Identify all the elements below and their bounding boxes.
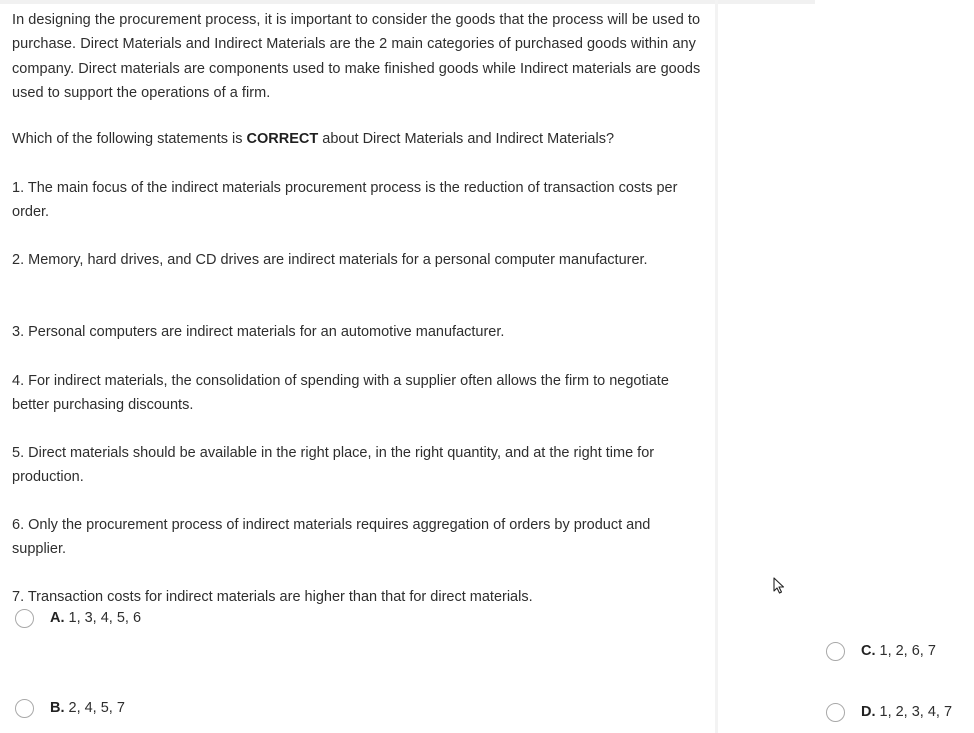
radio-button-icon[interactable] <box>826 642 845 661</box>
option-b-text: 2, 4, 5, 7 <box>68 700 125 716</box>
option-b[interactable] <box>15 696 125 720</box>
option-d-text: 1, 2, 3, 4, 7 <box>879 704 953 720</box>
option-d-label <box>861 704 952 720</box>
question-intro: In designing the procurement process, it is important to consider the goods that the process will be used to purchase. Direct Materials and Indirect Materials are the 2 main categories of purchased goods within any company. Direct materials are components used to make finished goods while Indirect materials are goods used to support the operations of a firm. <box>12 12 701 101</box>
option-a-letter: A. <box>50 610 65 626</box>
statement-5: 5. Direct materials should be available in the right place, in the right quantity, and at the right time for production. <box>12 445 655 486</box>
prompt-text-end: about Direct Materials and Indirect Materials? <box>318 131 615 148</box>
question-block <box>12 8 702 151</box>
option-d[interactable] <box>826 700 952 724</box>
statement-2: 2. Memory, hard drives, and CD drives are indirect materials for a personal computer manufacturer. <box>12 252 648 268</box>
statement-3: 3. Personal computers are indirect materials for an automotive manufacturer. <box>12 324 505 340</box>
top-divider <box>0 0 815 4</box>
statement-1: 1. The main focus of the indirect materials procurement process is the reduction of transaction costs per order. <box>12 180 678 221</box>
column-divider <box>715 0 718 733</box>
option-c[interactable] <box>826 639 936 663</box>
question-prompt <box>12 127 702 151</box>
option-b-letter: B. <box>50 700 65 716</box>
mouse-pointer-icon <box>773 577 785 594</box>
option-d-letter: D. <box>861 704 876 720</box>
option-a-label <box>50 610 141 626</box>
option-c-label <box>861 643 936 659</box>
prompt-emphasis: CORRECT <box>246 131 319 148</box>
option-a[interactable] <box>15 606 141 630</box>
statement-4: 4. For indirect materials, the consolidation of spending with a supplier often allows the firm to negotiate better purchasing discounts. <box>12 373 669 414</box>
statement-7: 7. Transaction costs for indirect materials are higher than that for direct materials. <box>12 589 533 605</box>
option-c-text: 1, 2, 6, 7 <box>879 643 936 659</box>
option-b-label <box>50 700 125 716</box>
prompt-text-start: Which of the following statements is <box>12 131 247 148</box>
option-c-letter: C. <box>861 643 876 659</box>
radio-button-icon[interactable] <box>15 699 34 718</box>
radio-button-icon[interactable] <box>15 609 34 628</box>
option-a-text: 1, 3, 4, 5, 6 <box>68 610 142 626</box>
radio-button-icon[interactable] <box>826 703 845 722</box>
statement-6: 6. Only the procurement process of indirect materials requires aggregation of orders by product and supplier. <box>12 517 651 558</box>
